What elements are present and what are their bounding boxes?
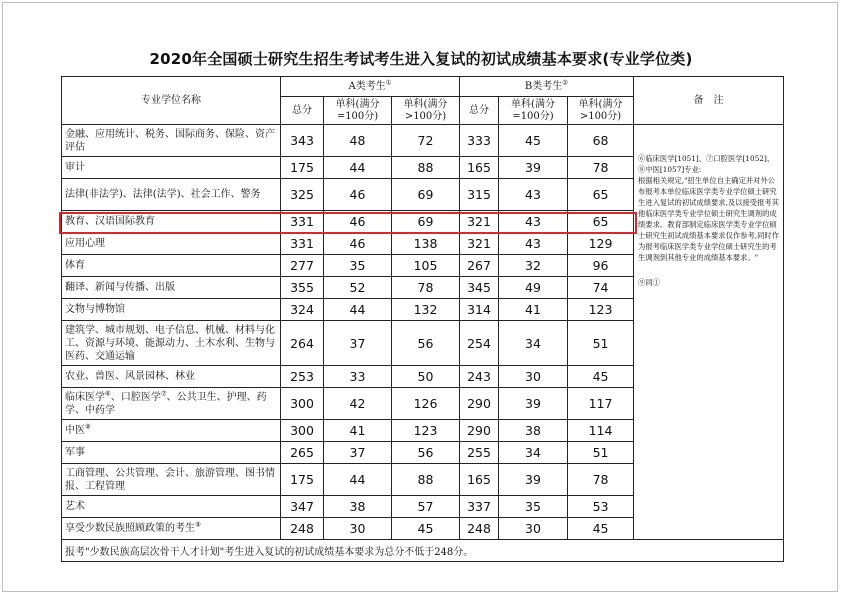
score-a-s2: 138 [392,233,460,255]
table-row [62,125,784,157]
footer-row [62,540,784,562]
score-a-total: 300 [281,388,324,420]
score-a-total: 175 [281,157,324,179]
score-a-s1: 41 [324,420,392,442]
row-name: 农业、兽医、风景园林、林业 [62,366,281,388]
score-a-total: 347 [281,496,324,518]
score-a-s1: 35 [324,255,392,277]
score-a-s1: 48 [324,125,392,157]
score-a-total: 175 [281,464,324,496]
score-b-s1: 38 [499,420,568,442]
score-b-total: 314 [460,299,499,321]
category-header: 专业学位名称 [62,77,281,125]
row-name: 文物与博物馆 [62,299,281,321]
score-b-s2: 117 [568,388,634,420]
score-b-s1: 45 [499,125,568,157]
score-a-s1: 37 [324,321,392,366]
row-name: 工商管理、公共管理、会计、旅游管理、图书情报、工程管理 [62,464,281,496]
score-b-total: 345 [460,277,499,299]
score-a-s2: 123 [392,420,460,442]
score-a-s2: 78 [392,277,460,299]
score-a-s2: 50 [392,366,460,388]
score-b-s1: 35 [499,496,568,518]
score-a-s2: 56 [392,321,460,366]
score-a-total: 355 [281,277,324,299]
score-b-s2: 65 [568,179,634,211]
b-single-100-header: 单科(满分=100分) [499,97,568,125]
row-name: 军事 [62,442,281,464]
score-b-s1: 32 [499,255,568,277]
row-name: 教育、汉语国际教育 [62,211,281,233]
score-b-s2: 78 [568,157,634,179]
score-a-s1: 44 [324,464,392,496]
score-b-total: 290 [460,420,499,442]
score-b-s1: 43 [499,233,568,255]
a-single-over100-header: 单科(满分>100分) [392,97,460,125]
score-b-total: 333 [460,125,499,157]
score-a-s2: 88 [392,157,460,179]
footer-note: 报考"少数民族高层次骨干人才计划"考生进入复试的初试成绩基本要求为总分不低于248分。 [62,540,784,562]
score-b-s1: 43 [499,179,568,211]
score-b-total: 255 [460,442,499,464]
a-total-header: 总分 [281,97,324,125]
score-b-s2: 78 [568,464,634,496]
score-b-total: 321 [460,211,499,233]
score-a-total: 325 [281,179,324,211]
row-name: 体育 [62,255,281,277]
row-name: 应用心理 [62,233,281,255]
score-b-s2: 68 [568,125,634,157]
score-b-s1: 43 [499,211,568,233]
score-a-total: 264 [281,321,324,366]
score-a-s2: 69 [392,179,460,211]
group-b-header: B类考生② [460,77,634,97]
score-b-total: 337 [460,496,499,518]
score-b-total: 243 [460,366,499,388]
row-name: 翻译、新闻与传播、出版 [62,277,281,299]
score-b-s2: 45 [568,518,634,540]
row-name: 法律(非法学)、法律(法学)、社会工作、警务 [62,179,281,211]
score-b-s1: 30 [499,366,568,388]
score-b-total: 254 [460,321,499,366]
row-name: 艺术 [62,496,281,518]
score-a-s2: 72 [392,125,460,157]
b-single-over100-header: 单科(满分>100分) [568,97,634,125]
score-b-s1: 39 [499,388,568,420]
score-a-s1: 33 [324,366,392,388]
score-b-total: 165 [460,157,499,179]
score-a-s2: 56 [392,442,460,464]
remarks-header: 备 注 [634,77,784,125]
score-b-s1: 41 [499,299,568,321]
score-a-s1: 38 [324,496,392,518]
row-name: 中医⑧ [62,420,281,442]
score-a-total: 253 [281,366,324,388]
score-b-s2: 51 [568,442,634,464]
score-b-total: 165 [460,464,499,496]
a-single-100-header: 单科(满分=100分) [324,97,392,125]
score-b-s1: 34 [499,442,568,464]
score-b-s2: 51 [568,321,634,366]
score-a-total: 324 [281,299,324,321]
score-b-s1: 34 [499,321,568,366]
score-b-s1: 39 [499,157,568,179]
score-b-total: 290 [460,388,499,420]
row-name: 审计 [62,157,281,179]
score-b-s2: 96 [568,255,634,277]
score-b-s1: 49 [499,277,568,299]
score-b-s2: 74 [568,277,634,299]
score-a-s1: 42 [324,388,392,420]
score-a-s2: 69 [392,211,460,233]
score-b-total: 267 [460,255,499,277]
score-b-s2: 129 [568,233,634,255]
score-a-total: 248 [281,518,324,540]
score-a-total: 300 [281,420,324,442]
score-a-total: 277 [281,255,324,277]
score-b-s1: 39 [499,464,568,496]
score-b-s2: 53 [568,496,634,518]
group-a-header: A类考生① [281,77,460,97]
score-a-total: 331 [281,233,324,255]
score-a-s1: 52 [324,277,392,299]
score-a-s2: 132 [392,299,460,321]
score-a-s2: 45 [392,518,460,540]
score-a-s1: 46 [324,179,392,211]
score-a-total: 265 [281,442,324,464]
score-a-total: 343 [281,125,324,157]
score-b-total: 315 [460,179,499,211]
score-a-s1: 46 [324,211,392,233]
score-a-s1: 30 [324,518,392,540]
score-table [61,76,784,562]
row-name: 临床医学⑥、口腔医学⑦、公共卫生、护理、药学、中药学 [62,388,281,420]
score-a-s1: 37 [324,442,392,464]
score-b-total: 321 [460,233,499,255]
score-b-s2: 45 [568,366,634,388]
b-total-header: 总分 [460,97,499,125]
score-a-s2: 105 [392,255,460,277]
score-b-s2: 114 [568,420,634,442]
score-a-s1: 46 [324,233,392,255]
row-name: 金融、应用统计、税务、国际商务、保险、资产评估 [62,125,281,157]
remarks-notes: ⑥临床医学[1051]、⑦口腔医学[1052]、 ⑧中医[1057]专业: 根据相关规定,"招生单位自主确定并对外公布报考本单位临床医学类专业学位硕士研究生进入复试的初试成绩要求,及以接受报考其他临床医学类专业学位硕士研究生调剂的成绩要求。教育部制定临床医学类专业学位硕士研究生初试成绩基本要求仅作参考,同时作为报考临床医学类专业学位硕士研究生的考生调剂到其他专业的成绩基本要求。" ⑨同① [634,125,784,540]
row-name: 享受少数民族照顾政策的考生⑨ [62,518,281,540]
score-a-s1: 44 [324,157,392,179]
score-a-s2: 126 [392,388,460,420]
score-b-total: 248 [460,518,499,540]
score-b-s2: 123 [568,299,634,321]
score-a-s2: 88 [392,464,460,496]
score-a-total: 331 [281,211,324,233]
score-a-s1: 44 [324,299,392,321]
score-b-s1: 30 [499,518,568,540]
page-title: 2020年全国硕士研究生招生考试考生进入复试的初试成绩基本要求(专业学位类) [149,50,693,68]
row-name: 建筑学、城市规划、电子信息、机械、材料与化工、资源与环境、能源动力、土木水利、生物与医药、交通运输 [62,321,281,366]
score-a-s2: 57 [392,496,460,518]
score-b-s2: 65 [568,211,634,233]
